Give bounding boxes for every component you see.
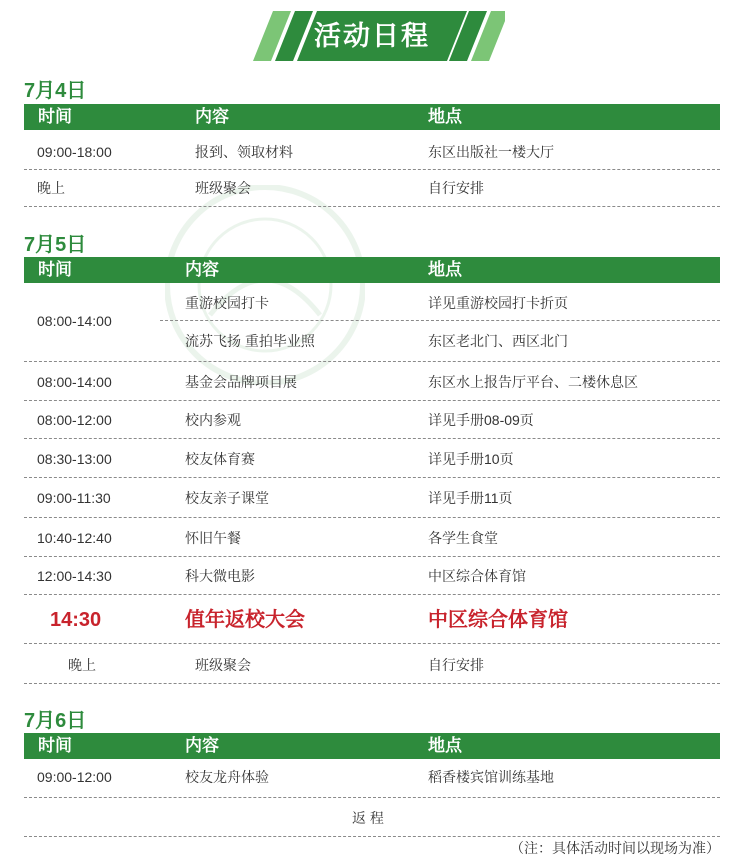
row-divider: [24, 556, 720, 557]
row-time: 08:00-14:00: [37, 374, 112, 390]
row-place: 各学生食堂: [428, 530, 498, 546]
header-place: 地点: [428, 736, 462, 755]
row-time: 09:00-11:30: [37, 490, 111, 506]
row-place: 自行安排: [428, 657, 484, 673]
row-place: 中区综合体育馆: [428, 568, 526, 584]
row-place: 详见手册08-09页: [428, 412, 534, 428]
table-header: [24, 257, 720, 283]
table-header: [24, 104, 720, 130]
row-place: 东区出版社一楼大厅: [428, 144, 554, 160]
row-place: 详见手册10页: [428, 451, 514, 467]
row-content: 流苏飞扬 重拍毕业照: [185, 333, 315, 349]
row-place: 详见手册11页: [428, 490, 513, 506]
row-time: 08:00-14:00: [37, 313, 112, 329]
footnote: （注：具体活动时间以现场为准）: [510, 840, 720, 856]
row-place: 东区水上报告厅平台、二楼休息区: [428, 374, 638, 390]
row-time: 14:30: [50, 609, 102, 631]
row-divider: [24, 517, 720, 518]
row-content: 校友体育赛: [185, 451, 255, 467]
row-place: 稻香楼宾馆训练基地: [428, 769, 554, 785]
row-divider: [24, 683, 720, 684]
header-content: 内容: [195, 107, 229, 126]
row-divider: [24, 836, 720, 837]
row-divider: [24, 643, 720, 644]
row-content: 基金会品牌项目展: [185, 374, 297, 390]
row-content: 重游校园打卡: [185, 295, 269, 311]
day-label-jul4: 7月4日: [24, 80, 87, 102]
row-time: 09:00-12:00: [37, 769, 112, 785]
row-content: 报到、领取材料: [195, 144, 293, 160]
header-place: 地点: [428, 107, 462, 126]
table-header: [24, 733, 720, 759]
title-banner: [239, 11, 505, 61]
row-time: 12:00-14:30: [37, 568, 112, 584]
header-time: 时间: [38, 107, 72, 126]
header-time: 时间: [38, 736, 72, 755]
row-time: 08:00-12:00: [37, 412, 112, 428]
row-content: 班级聚会: [195, 657, 251, 673]
row-content: 科大微电影: [185, 568, 255, 584]
header-time: 时间: [38, 260, 72, 279]
row-time: 晚上: [37, 180, 65, 196]
university-seal-watermark: [165, 185, 365, 385]
row-time: 晚上: [68, 657, 96, 673]
page-title: 活动日程: [314, 21, 430, 51]
row-place: 自行安排: [428, 180, 484, 196]
row-divider: [24, 400, 720, 401]
row-divider: [24, 169, 720, 170]
row-divider: [24, 438, 720, 439]
row-time: 10:40-12:40: [37, 530, 112, 546]
header-content: 内容: [185, 736, 219, 755]
row-place: 东区老北门、西区北门: [428, 333, 568, 349]
header-place: 地点: [428, 260, 462, 279]
row-content: 校友龙舟体验: [185, 769, 269, 785]
row-divider: [160, 320, 720, 321]
day-label-jul5: 7月5日: [24, 234, 87, 256]
row-content: 校内参观: [185, 412, 241, 428]
row-place: 中区综合体育馆: [428, 609, 568, 631]
row-divider: [24, 594, 720, 595]
return-label: 返 程: [352, 810, 384, 826]
row-divider: [24, 206, 720, 207]
row-place: 详见重游校园打卡折页: [428, 295, 568, 311]
row-content: 班级聚会: [195, 180, 251, 196]
row-time: 08:30-13:00: [37, 451, 112, 467]
row-content: 校友亲子课堂: [185, 490, 269, 506]
row-content: 怀旧午餐: [185, 530, 241, 546]
day-label-jul6: 7月6日: [24, 710, 87, 732]
row-divider: [24, 797, 720, 798]
row-time: 09:00-18:00: [37, 144, 112, 160]
row-divider: [24, 477, 720, 478]
row-divider: [24, 361, 720, 362]
header-content: 内容: [185, 260, 219, 279]
row-content: 值年返校大会: [185, 609, 305, 631]
